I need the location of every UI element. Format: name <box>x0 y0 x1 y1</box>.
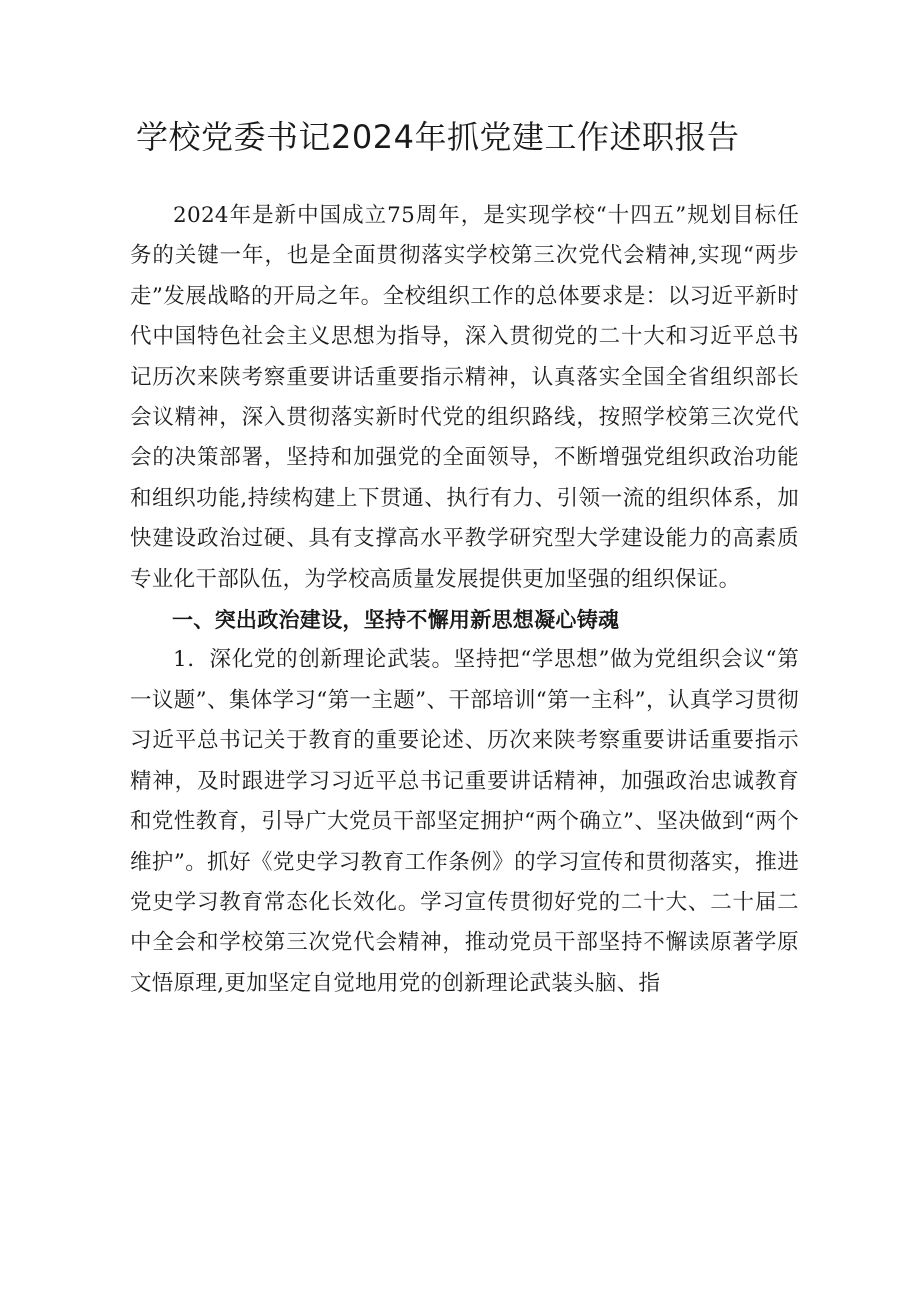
body-paragraph: 1．深化党的创新理论武装。坚持把“学思想”做为党组织会议“第一议题”、集体学习“第一主题”、干部培训“第一主科”，认真学习贯彻习近平总书记关于教育的重要论述、历次来陕考察重要讲话重要指示精神，及时跟进学习习近平总书记重要讲话精神，加强政治忠诚教育和党性教育，引导广大党员干部坚定拥护“两个确立”、坚决做到“两个维护”。抓好《党史学习教育工作条例》的学习宣传和贯彻落实，推进党史学习教育常态化长效化。学习宣传贯彻好党的二十大、二十届二中全会和学校第三次党代会精神，推动党员干部坚持不懈读原著学原文悟原理,更加坚定自觉地用党的创新理论武装头脑、指 <box>130 647 799 996</box>
section-heading: 一、突出政治建设，坚持不懈用新思想凝心铸魂 <box>172 608 620 633</box>
document-body <box>130 196 799 1004</box>
document-title: 学校党委书记2024年抓党建工作述职报告 <box>136 118 740 156</box>
intro-paragraph: 2024年是新中国成立75周年，是实现学校“十四五”规划目标任务的关键一年，也是全面贯彻落实学校第三次党代会精神,实现“两步走”发展战略的开局之年。全校组织工作的总体要求是：以习近平新时代中国特色社会主义思想为指导，深入贯彻党的二十大和习近平总书记历次来陕考察重要讲话重要指示精神，认真落实全国全省组织部长会议精神，深入贯彻落实新时代党的组织路线，按照学校第三次党代会的决策部署，坚持和加强党的全面领导，不断增强党组织政治功能和组织功能,持续构建上下贯通、执行有力、引领一流的组织体系，加快建设政治过硬、具有支撑高水平教学研究型大学建设能力的高素质专业化干部队伍，为学校高质量发展提供更加坚强的组织保证。 <box>130 203 799 592</box>
